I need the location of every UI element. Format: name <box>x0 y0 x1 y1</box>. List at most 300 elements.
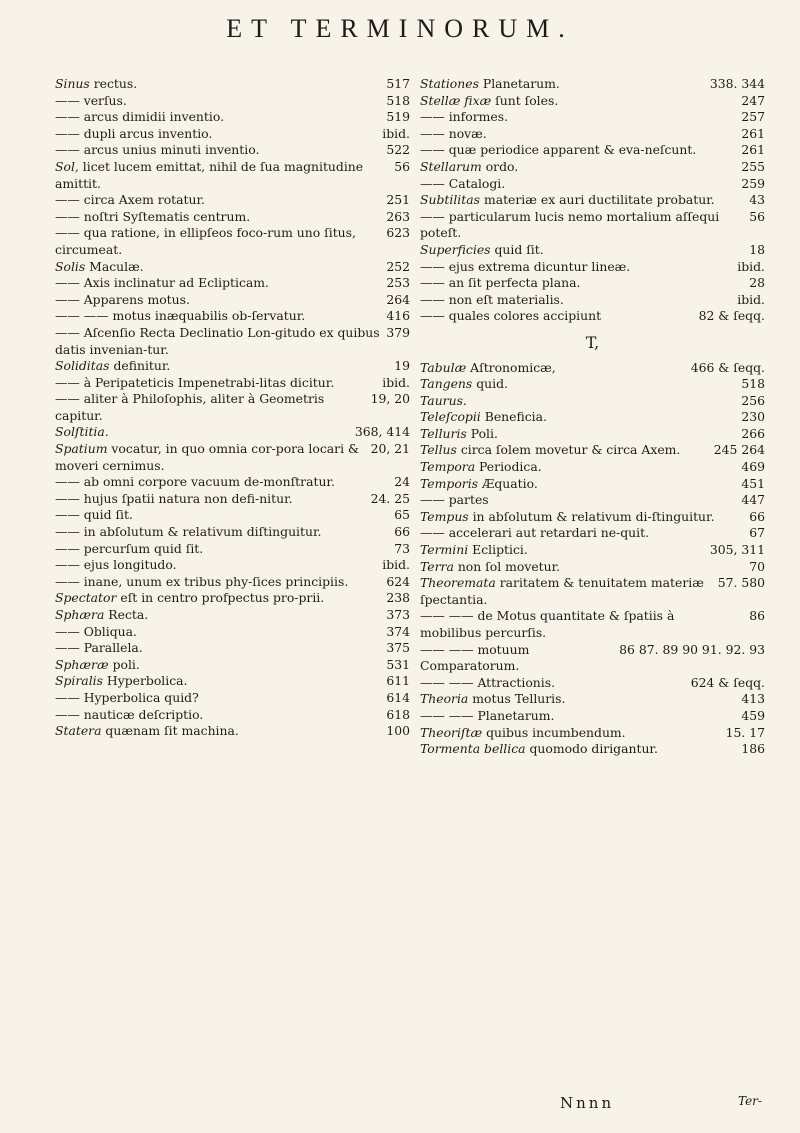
index-entry <box>420 393 765 410</box>
index-headword: —— <box>55 275 80 291</box>
index-entry <box>420 476 765 493</box>
index-headword: —— <box>55 573 80 589</box>
index-headword: Telluris <box>420 425 467 441</box>
page-reference: 305, 311 <box>709 542 765 558</box>
index-description: ejus longitudo. <box>79 557 177 573</box>
index-headword: —— <box>55 225 80 241</box>
index-description: materiæ ex auri ductilitate probatur. <box>480 192 715 208</box>
index-section-s-continued <box>420 76 765 325</box>
index-headword: Tellus <box>420 442 457 458</box>
index-entry <box>420 608 765 641</box>
index-description: Aſcenſio Recta Declinatio Lon-gitudo ex quibus datis invenian-tur. <box>55 324 380 357</box>
index-description: vocatur, in quo omnia cor-pora locari & moveri cernimus. <box>55 441 360 473</box>
index-description: an ſit perfecta plana. <box>444 275 581 291</box>
index-entry <box>420 492 765 509</box>
page-reference: 614 <box>386 689 410 705</box>
index-headword: —— —— <box>420 674 474 690</box>
index-term <box>55 192 380 209</box>
page-reference: 82 & ſeqq. <box>698 308 765 324</box>
index-term <box>55 424 349 441</box>
index-entry <box>420 142 765 159</box>
index-description: Planetarum. <box>478 76 560 91</box>
page-reference: 375 <box>386 640 410 656</box>
index-headword: Spiralis <box>55 673 103 689</box>
index-entry <box>55 159 410 192</box>
index-headword: Subtilitas <box>420 192 480 208</box>
index-term <box>55 707 380 724</box>
index-entry <box>55 607 410 624</box>
index-description: Beneficia. <box>480 409 547 425</box>
index-term <box>420 708 735 725</box>
index-entry <box>55 109 410 126</box>
index-term <box>55 673 380 690</box>
index-headword: —— <box>420 142 445 158</box>
index-headword: —— —— <box>420 707 474 723</box>
index-headword: Solſtitia. <box>55 424 109 440</box>
index-headword: Soliditas <box>55 358 110 374</box>
page-reference: 266 <box>741 425 765 441</box>
index-headword: Sol, <box>55 158 79 174</box>
page-reference: 15. 17 <box>725 724 765 740</box>
index-entry <box>55 259 410 276</box>
index-entry <box>420 126 765 143</box>
index-headword: —— <box>420 109 445 125</box>
page-reference: ibid. <box>737 291 765 307</box>
index-description: de Motus quantitate & ſpatiis à mobilibus percurſis. <box>420 608 675 640</box>
index-description: Parallela. <box>79 640 143 656</box>
index-entry <box>55 225 410 258</box>
index-entry <box>420 675 765 692</box>
page-reference: 518 <box>386 92 410 108</box>
index-headword: Statera <box>55 723 102 739</box>
index-entry <box>420 360 765 377</box>
index-term <box>420 109 735 126</box>
page-reference: ibid. <box>382 125 410 141</box>
index-headword: Tempus <box>420 508 469 524</box>
page-reference: 252 <box>386 258 410 274</box>
index-description: verſus. <box>79 92 127 108</box>
page-reference: 19 <box>394 358 410 374</box>
index-term <box>55 391 365 424</box>
index-term <box>420 126 735 143</box>
index-headword: Sphæra <box>55 607 105 622</box>
index-term <box>420 459 735 476</box>
index-description: motus inæquabilis ob-ſervatur. <box>108 308 306 324</box>
index-headword: —— —— <box>420 641 474 657</box>
index-term <box>420 93 735 110</box>
index-entry <box>420 725 765 742</box>
index-description: quid ſit. <box>490 241 544 257</box>
index-term <box>55 541 382 558</box>
page-reference: 56 <box>749 208 765 224</box>
index-term <box>420 209 737 242</box>
index-entry <box>420 459 765 476</box>
index-headword: —— <box>420 208 445 224</box>
index-headword: Teleſcopii <box>420 409 481 425</box>
index-description: Æquatio. <box>478 475 538 491</box>
index-entry <box>420 559 765 576</box>
page-reference: 618 <box>386 706 410 722</box>
index-description: ejus extrema dicuntur lineæ. <box>444 258 631 274</box>
index-entry <box>420 292 765 309</box>
index-term <box>420 308 693 325</box>
index-entry <box>420 691 765 708</box>
index-entry <box>55 574 410 591</box>
index-term <box>420 176 735 193</box>
index-headword: —— <box>55 507 80 523</box>
index-description: Axis inclinatur ad Eclipticam. <box>79 275 269 291</box>
page-reference: 518 <box>741 376 765 392</box>
page-reference: 186 <box>741 741 765 757</box>
index-term <box>55 308 380 325</box>
index-column-left <box>55 76 410 740</box>
index-headword: —— <box>420 175 445 191</box>
page-reference: 264 <box>386 291 410 307</box>
index-description: motus Telluris. <box>468 691 566 707</box>
index-description: Recta. <box>104 607 149 622</box>
index-description: poli. <box>108 656 140 672</box>
index-description: ſunt ſoles. <box>491 92 559 108</box>
index-headword: —— <box>55 623 80 639</box>
index-headword: —— <box>55 640 80 656</box>
index-description: quæ periodice apparent & eva-neſcunt. <box>444 142 697 158</box>
index-term <box>420 259 731 276</box>
page-reference: 261 <box>741 142 765 158</box>
index-headword: —— <box>55 524 80 540</box>
index-entry <box>55 76 410 93</box>
index-description: Catalogi. <box>444 175 506 191</box>
index-entry <box>420 575 765 608</box>
page-reference: 65 <box>394 507 410 523</box>
index-description: percurſum quid ſit. <box>79 540 204 556</box>
index-term <box>420 360 685 377</box>
index-headword: Taurus. <box>420 392 467 408</box>
index-entry <box>55 474 410 491</box>
index-description: nauticæ deſcriptio. <box>79 706 204 722</box>
index-term <box>55 590 380 607</box>
index-term <box>420 642 613 675</box>
page-reference: 263 <box>386 208 410 224</box>
page-reference: 86 <box>749 608 765 624</box>
index-headword: Theoria <box>420 691 469 707</box>
page-reference: 18 <box>749 241 765 257</box>
index-description: Ecliptici. <box>468 542 528 558</box>
index-entry <box>55 524 410 541</box>
index-headword: —— <box>55 557 80 573</box>
page-reference: 416 <box>386 308 410 324</box>
index-description: hujus ſpatii natura non defi-nitur. <box>79 490 293 506</box>
index-headword: Stellæ fixæ <box>420 92 492 108</box>
index-description: licet lucem emittat, nihil de ſua magnitudine amittit. <box>55 158 364 191</box>
index-headword: —— <box>55 540 80 556</box>
index-term <box>55 76 380 93</box>
page-reference: 73 <box>394 540 410 556</box>
index-entry <box>420 542 765 559</box>
index-description: non eſt materialis. <box>444 291 564 307</box>
index-term <box>420 525 737 542</box>
page-reference: 466 & ſeqq. <box>690 359 765 375</box>
page-reference: 66 <box>749 508 765 524</box>
index-entry <box>420 159 765 176</box>
index-description: novæ. <box>444 125 487 141</box>
index-headword: —— —— <box>55 308 109 324</box>
index-term <box>420 691 735 708</box>
index-headword: —— <box>55 142 80 158</box>
index-headword: Superficies <box>420 241 491 257</box>
index-term <box>55 159 382 192</box>
index-entry <box>420 409 765 426</box>
index-headword: —— <box>420 492 445 508</box>
index-headword: Termini <box>420 542 469 558</box>
index-headword: Tormenta bellica <box>420 741 526 757</box>
page-reference: 522 <box>386 142 410 158</box>
page-reference: 24 <box>394 474 410 490</box>
index-headword: Theoriſtæ <box>420 724 483 740</box>
page-reference: 257 <box>741 109 765 125</box>
index-entry <box>55 424 410 441</box>
index-term <box>55 441 365 474</box>
index-term <box>420 509 737 526</box>
index-headword: Temporis <box>420 475 479 491</box>
page-reference: 459 <box>741 707 765 723</box>
index-description: partes <box>444 492 489 508</box>
page-reference: 56 <box>394 158 410 174</box>
index-term <box>420 725 720 742</box>
index-entry <box>55 507 410 524</box>
index-headword: Tabulæ <box>420 359 467 375</box>
index-headword: —— <box>55 291 80 307</box>
index-description: aliter à Philoſophis, aliter à Geometris capitur. <box>55 391 325 423</box>
index-description: arcus unius minuti inventio. <box>79 142 260 158</box>
index-term <box>55 574 380 591</box>
page-reference: 28 <box>749 275 765 291</box>
index-term <box>420 275 737 292</box>
page-reference: 43 <box>749 192 765 208</box>
index-description: Aſtronomicæ, <box>466 359 556 375</box>
index-description: non ſol movetur. <box>453 558 561 574</box>
index-term <box>420 675 685 692</box>
index-entry <box>55 209 410 226</box>
index-headword: —— <box>55 689 80 705</box>
index-term <box>420 159 735 176</box>
page-reference: 368, 414 <box>354 424 410 440</box>
page-reference: 57. 580 <box>717 575 765 591</box>
index-term <box>55 507 382 524</box>
index-term <box>420 442 708 459</box>
index-entry <box>55 557 410 574</box>
index-term <box>420 492 735 509</box>
index-headword: —— <box>55 374 80 390</box>
index-headword: —— <box>55 125 80 141</box>
index-term <box>55 657 380 674</box>
index-headword: Spatium <box>55 441 108 457</box>
index-term <box>420 142 735 159</box>
index-description: Obliqua. <box>79 623 137 639</box>
index-description: informes. <box>444 109 509 125</box>
index-description: accelerari aut retardari ne-quit. <box>444 525 650 541</box>
index-description: arcus dimidii inventio. <box>79 109 225 125</box>
index-description: in abſolutum & relativum diſtinguitur. <box>79 524 322 540</box>
index-term <box>420 741 735 758</box>
index-entry <box>420 109 765 126</box>
page-reference: 253 <box>386 275 410 291</box>
page-reference: 86 87. 89 90 91. 92. 93 <box>619 641 765 657</box>
index-term <box>420 242 737 259</box>
page-reference: 373 <box>386 607 410 622</box>
index-entry <box>55 325 410 358</box>
index-term <box>420 192 737 209</box>
index-headword: Tangens <box>420 376 473 392</box>
catchword: Ter- <box>738 1094 762 1108</box>
index-headword: Sphæræ <box>55 656 109 672</box>
index-headword: Stationes <box>420 76 479 91</box>
index-headword: —— <box>55 490 80 506</box>
index-description: raritatem & tenuitatem materiæ ſpectantia. <box>420 575 704 607</box>
index-headword: —— <box>55 324 80 340</box>
index-entry <box>420 741 765 758</box>
index-headword: Tempora <box>420 459 476 475</box>
index-description: eſt in centro profpectus pro-prii. <box>116 590 325 606</box>
index-entry <box>55 690 410 707</box>
index-description: Attractionis. <box>473 674 556 690</box>
index-term <box>55 325 380 358</box>
index-term <box>55 358 382 375</box>
index-headword: Spectator <box>55 590 117 606</box>
index-entry <box>55 640 410 657</box>
index-entry <box>55 590 410 607</box>
index-headword: —— <box>55 391 80 407</box>
index-headword: Stellarum <box>420 158 482 174</box>
index-entry <box>420 76 765 93</box>
index-entry <box>420 642 765 675</box>
index-term <box>420 476 735 493</box>
index-headword: —— <box>55 706 80 722</box>
index-entry <box>420 93 765 110</box>
index-entry <box>55 358 410 375</box>
page-reference: 100 <box>386 723 410 739</box>
page-reference: 379 <box>386 324 410 340</box>
index-term <box>55 690 380 707</box>
index-headword: —— <box>420 258 445 274</box>
index-description: quibus incumbendum. <box>482 724 626 740</box>
index-headword: —— <box>55 208 80 224</box>
index-term <box>420 608 737 641</box>
page-reference: 24. 25 <box>370 490 410 506</box>
index-description: ordo. <box>481 158 519 174</box>
index-entry <box>55 192 410 209</box>
index-term <box>55 259 380 276</box>
index-description: qua ratione, in ellipſeos foco-rum uno ſitus, circumeat. <box>55 225 356 257</box>
index-entry <box>55 624 410 641</box>
index-term <box>420 393 735 410</box>
index-term <box>420 292 731 309</box>
index-description: quomodo dirigantur. <box>525 741 658 757</box>
index-term <box>420 542 704 559</box>
page-reference: 623 <box>386 225 410 241</box>
index-headword: —— <box>55 474 80 490</box>
index-headword: Sinus <box>55 76 90 91</box>
index-entry <box>420 192 765 209</box>
index-description: Hyperbolica quid? <box>79 689 199 705</box>
index-entry <box>420 708 765 725</box>
index-description: Periodica. <box>475 459 542 475</box>
index-description: noſtri Syſtematis centrum. <box>79 208 251 224</box>
index-entry <box>55 391 410 424</box>
index-headword: Theoremata <box>420 575 496 591</box>
index-description: Maculæ. <box>85 258 144 274</box>
index-description: Poli. <box>466 425 498 441</box>
index-entry <box>55 657 410 674</box>
index-term <box>55 142 380 159</box>
index-description: Apparens motus. <box>79 291 190 307</box>
index-entry <box>420 242 765 259</box>
index-description: motuum Comparatorum. <box>420 641 530 674</box>
index-headword: —— <box>420 308 445 324</box>
index-description: quid ſit. <box>79 507 133 523</box>
index-description: rectus. <box>89 76 138 91</box>
section-letter-t: T, <box>585 332 600 352</box>
index-description: in abſolutum & relativum di-ſtinguitur. <box>468 508 715 524</box>
index-headword: —— —— <box>420 608 474 624</box>
page-reference: 624 & ſeqq. <box>690 674 765 690</box>
index-entry <box>55 275 410 292</box>
index-headword: —— <box>55 92 80 108</box>
index-entry <box>420 525 765 542</box>
index-term <box>55 93 380 110</box>
page-reference: 19, 20 <box>370 391 410 407</box>
index-headword: —— <box>420 275 445 291</box>
index-term <box>55 209 380 226</box>
index-description: quales colores accipiunt <box>444 308 602 324</box>
index-headword: —— <box>420 291 445 307</box>
index-term <box>55 225 380 258</box>
page-reference: 517 <box>386 76 410 91</box>
index-entry <box>55 441 410 474</box>
index-entry <box>55 142 410 159</box>
index-headword: —— <box>420 525 445 541</box>
index-headword: Solis <box>55 258 86 274</box>
index-term <box>55 723 380 740</box>
index-entry <box>55 292 410 309</box>
index-term <box>420 409 735 426</box>
index-term <box>55 275 380 292</box>
index-term <box>55 557 376 574</box>
page-reference: 256 <box>741 392 765 408</box>
running-header: ET TERMINORUM. <box>226 14 574 43</box>
index-entry <box>55 541 410 558</box>
index-term <box>55 491 365 508</box>
index-headword: Terra <box>420 558 454 574</box>
page-reference: 20, 21 <box>370 441 410 457</box>
index-description: particularum lucis nemo mortalium aſſequi poteſt. <box>420 208 720 241</box>
index-entry <box>55 93 410 110</box>
index-entry <box>55 723 410 740</box>
index-term <box>55 640 380 657</box>
index-entry <box>55 673 410 690</box>
index-term <box>55 292 380 309</box>
page-reference: 70 <box>749 558 765 574</box>
index-description: à Peripateticis Impenetrabi-litas dicitur. <box>79 374 335 390</box>
page-reference: 251 <box>386 192 410 208</box>
page-reference: 230 <box>741 409 765 425</box>
index-entry <box>55 126 410 143</box>
index-term <box>55 624 380 641</box>
page-reference: 611 <box>386 673 410 689</box>
index-description: inane, unum ex tribus phy-ſices principiis. <box>79 573 349 589</box>
index-headword: —— <box>55 109 80 125</box>
index-term <box>420 76 704 93</box>
page-reference: 238 <box>386 590 410 606</box>
